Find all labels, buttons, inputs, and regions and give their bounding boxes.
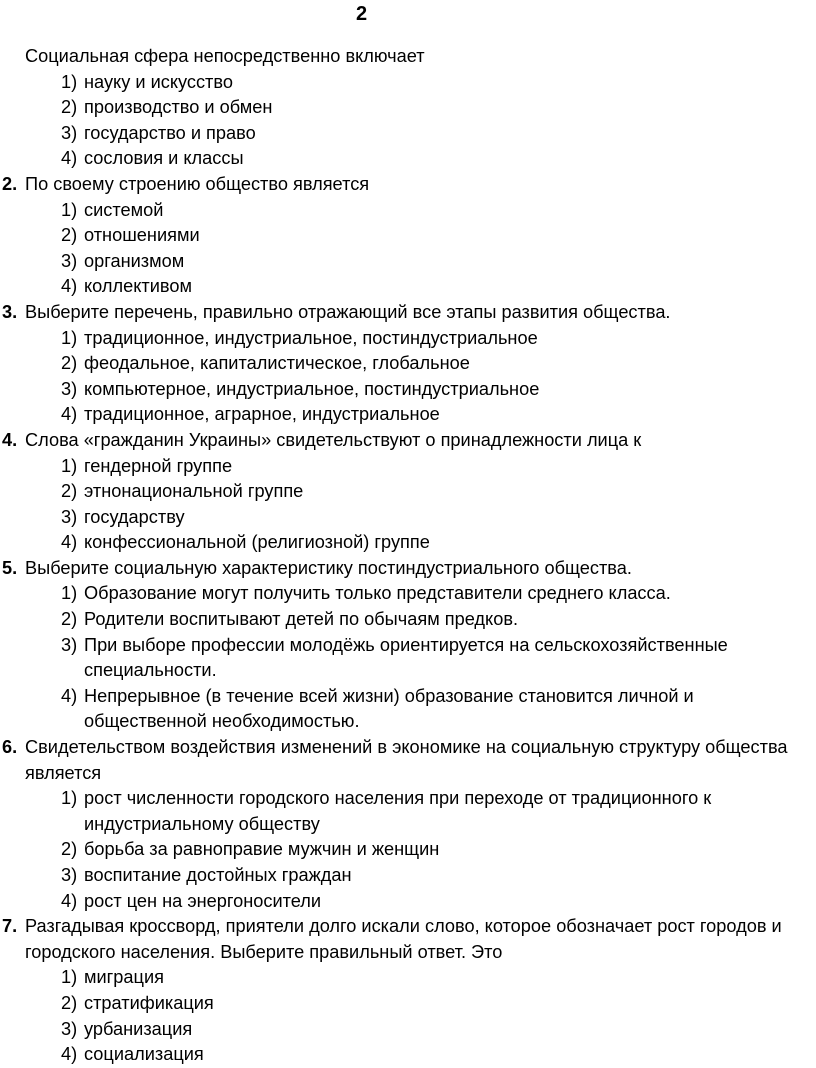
question-text: Свидетельством воздействия изменений в экономике на социальную структуру общества является	[25, 737, 788, 783]
option-text: воспитание достойных граждан	[84, 865, 352, 885]
question-2	[0, 172, 816, 198]
answer-option	[0, 198, 816, 224]
question-5	[0, 556, 816, 582]
question-6	[0, 735, 816, 786]
option-text: науку и искусство	[84, 71, 233, 92]
answer-options	[0, 198, 816, 300]
answer-option	[0, 95, 816, 121]
option-text: государство и право	[84, 122, 256, 143]
option-number: 2)	[61, 992, 78, 1013]
option-text: традиционное, аграрное, индустриальное	[84, 404, 440, 425]
answer-options	[0, 326, 816, 428]
answer-option	[0, 479, 816, 505]
question-7	[0, 914, 816, 965]
question-number: 3.	[2, 301, 18, 322]
question-block-2	[0, 172, 816, 300]
option-number: 1)	[61, 199, 78, 220]
option-number: 3)	[61, 506, 78, 527]
option-number: 2)	[61, 481, 78, 502]
answer-option	[0, 1042, 816, 1068]
question-3	[0, 300, 816, 326]
answer-option	[0, 633, 816, 684]
option-text: отношениями	[84, 225, 200, 246]
option-text: стратификация	[84, 992, 214, 1013]
option-text: феодальное, капиталистическое, глобальное	[84, 353, 470, 374]
question-block-5	[0, 556, 816, 735]
question-block-4	[0, 428, 816, 556]
answer-options	[0, 454, 816, 556]
answer-options	[0, 581, 816, 735]
question-block-1	[0, 44, 816, 172]
answer-option	[0, 351, 816, 377]
option-number: 2)	[61, 609, 78, 630]
answer-option	[0, 965, 816, 991]
option-number: 2)	[61, 97, 78, 118]
option-number: 4)	[61, 404, 78, 425]
option-text: производство и обмен	[84, 97, 273, 118]
option-number: 3)	[61, 634, 78, 655]
option-number: 4)	[61, 276, 78, 297]
option-text: сословия и классы	[84, 148, 244, 169]
option-number: 4)	[61, 890, 78, 911]
question-number: 2.	[2, 173, 18, 194]
question-text: Слова «гражданин Украины» свидетельствуют о принадлежности лица к	[25, 429, 642, 450]
answer-option	[0, 863, 816, 889]
answer-option	[0, 581, 816, 607]
answer-option	[0, 684, 816, 735]
option-number: 4)	[61, 685, 78, 706]
answer-option	[0, 991, 816, 1017]
answer-options	[0, 965, 816, 1067]
question-number: 5.	[2, 557, 18, 578]
option-text: государству	[84, 506, 185, 527]
question-text: Разгадывая кроссворд, приятели долго искали слово, которое обозначает рост городов и городского населения. Выберите правильный ответ. Это	[25, 916, 782, 962]
option-number: 1)	[61, 788, 78, 809]
question-block-6	[0, 735, 816, 914]
option-number: 3)	[61, 250, 78, 271]
option-number: 1)	[61, 967, 78, 988]
option-text: традиционное, индустриальное, постиндустриальное	[84, 327, 538, 348]
question-block-3	[0, 300, 816, 428]
answer-option	[0, 223, 816, 249]
option-number: 3)	[61, 378, 78, 399]
option-number: 1)	[61, 455, 78, 476]
option-number: 4)	[61, 148, 78, 169]
option-text: Непрерывное (в течение всей жизни) образование становится личной и общественной необходимостью.	[84, 685, 694, 732]
option-text: рост цен на энергоносители	[84, 890, 322, 911]
option-text: борьба за равноправие мужчин и женщин	[84, 839, 440, 860]
answer-option	[0, 274, 816, 300]
option-text: миграция	[84, 967, 164, 988]
answer-option	[0, 146, 816, 172]
option-text: компьютерное, индустриальное, постиндустриальное	[84, 378, 540, 399]
option-number: 1)	[61, 71, 78, 92]
question-4	[0, 428, 816, 454]
answer-options	[0, 786, 816, 914]
option-text: организмом	[84, 250, 185, 271]
option-number: 2)	[61, 353, 78, 374]
question-number: 4.	[2, 429, 18, 450]
option-number: 3)	[61, 122, 78, 143]
option-number: 3)	[61, 1018, 78, 1039]
question-1	[0, 44, 816, 70]
answer-option	[0, 70, 816, 96]
question-number: 7.	[2, 916, 18, 937]
option-number: 4)	[61, 1044, 78, 1065]
answer-option	[0, 837, 816, 863]
answer-option	[0, 786, 816, 837]
question-text: Социальная сфера непосредственно включает	[25, 46, 425, 66]
option-text: социализация	[84, 1044, 204, 1065]
answer-option	[0, 505, 816, 531]
option-text: коллективом	[84, 276, 192, 297]
option-number: 1)	[61, 583, 78, 604]
page-number: 2	[356, 3, 368, 25]
option-number: 3)	[61, 865, 78, 885]
option-text: Образование могут получить только представители среднего класса.	[84, 583, 671, 604]
answer-option	[0, 454, 816, 480]
option-text: Родители воспитывают детей по обычаям предков.	[84, 609, 519, 630]
question-text: По своему строению общество является	[25, 173, 370, 194]
option-text: системой	[84, 199, 164, 220]
answer-option	[0, 607, 816, 633]
answer-option	[0, 121, 816, 147]
answer-option	[0, 530, 816, 556]
option-number: 2)	[61, 839, 78, 860]
question-text: Выберите перечень, правильно отражающий все этапы развития общества.	[25, 301, 671, 322]
option-text: гендерной группе	[84, 455, 233, 476]
answer-option	[0, 889, 816, 915]
option-text: урбанизация	[84, 1018, 193, 1039]
test-content	[0, 44, 816, 1068]
question-text: Выберите социальную характеристику постиндустриального общества.	[25, 557, 632, 578]
option-number: 2)	[61, 225, 78, 246]
option-text: этнонациональной группе	[84, 481, 304, 502]
answer-option	[0, 249, 816, 275]
question-block-7	[0, 914, 816, 1068]
answer-option	[0, 402, 816, 428]
option-text: конфессиональной (религиозной) группе	[84, 532, 430, 553]
option-number: 4)	[61, 532, 78, 553]
question-number: 6.	[2, 737, 18, 758]
option-text: рост численности городского населения при переходе от традиционного к индустриальному обществу	[84, 788, 712, 834]
answer-option	[0, 326, 816, 352]
option-text: При выборе профессии молодёжь ориентируется на сельскохозяйственные специальности.	[84, 634, 728, 681]
answer-option	[0, 377, 816, 403]
answer-option	[0, 1017, 816, 1043]
option-number: 1)	[61, 327, 78, 348]
answer-options	[0, 70, 816, 172]
